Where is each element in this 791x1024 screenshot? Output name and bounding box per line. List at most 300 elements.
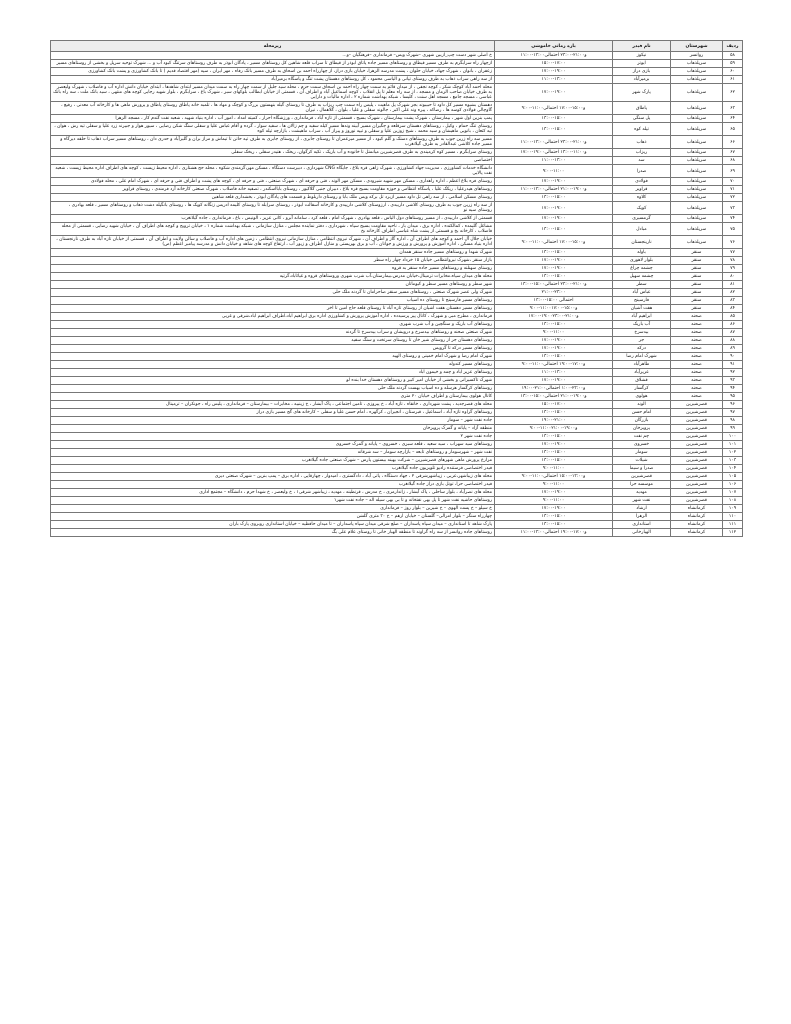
time-range-cell: ۱۳:۰۰-۱۵:۰۰ xyxy=(495,321,613,329)
feeder-cell: کویک xyxy=(613,202,671,215)
row-number-cell: ۸۳ xyxy=(723,297,743,305)
feeder-cell: الوند xyxy=(613,401,671,409)
time-range-cell: ۱۷:۰۰-۱۹:۰۰ xyxy=(495,441,613,449)
area-cell: مسیر سه راه زرین جوب به طرف روستاهای دستک و گلم کبود ، از مسیر میرعمران تا روستای جابری ، از روستای جابری به طرف تپه حاتن تا تیماش و مراز بران و گلیرآباد و حدری دان ، روستاهای مسیر سراب ذهاب تا حلقه دیرگاه و مسیر جاده کلاشی عبدالقادر به طرف گیلانغرب xyxy=(51,136,495,149)
time-range-cell: ۱۵:۰۰-۱۷:۰۰ xyxy=(495,60,613,68)
city-cell: سرپلذهاب xyxy=(671,194,723,202)
area-cell: فیدر اختصاصی فرستنده رادیو تلویزیون جاده گیلانغرب xyxy=(51,465,495,473)
time-range-cell: ۹:۰۰-۱۱:۰۰ xyxy=(495,329,613,337)
feeder-cell: کرگسار xyxy=(613,385,671,393)
city-cell: صحنه xyxy=(671,393,723,401)
feeder-cell: فارسینج xyxy=(613,297,671,305)
area-cell: محله های نصرآباد ، بلوار ساحلی ، پاک آبشار ، زاندارمری ، خ مدرس ، قرنطینه ، مهدیه ، زیباشهر شرقی۱ ، خ ولیعصر ، خ شهدا حرم ، دانشگاه – مجتمع اداری xyxy=(51,489,495,497)
row-number-cell: ۹۰ xyxy=(723,353,743,361)
time-range-cell: ۱۷:۰۰-۱۹:۰۰ xyxy=(495,68,613,76)
city-cell: صحنه xyxy=(671,377,723,385)
row-number-cell: ۸۴ xyxy=(723,305,743,313)
feeder-cell: خسروی xyxy=(613,441,671,449)
row-number-cell: ۶۵ xyxy=(723,123,743,136)
table-row xyxy=(51,149,743,157)
feeder-cell: سد xyxy=(613,157,671,165)
table-row xyxy=(51,529,743,537)
time-range-cell: ۱۳:۰۰-۱۵:۰۰ xyxy=(495,409,613,417)
table-row xyxy=(51,481,743,489)
area-cell: خ اصلی شهر دست چپ_ازبین شهری –شهرک ویس– فرمانداری –فرهنگیان –و... xyxy=(51,52,495,60)
city-cell: سنقر xyxy=(671,305,723,313)
city-cell: صحنه xyxy=(671,353,723,361)
feeder-cell: ارشاد xyxy=(613,505,671,513)
area-cell: شهرک صنعتی صحنه و روستاهای بیدسرخ و درویشان و سراب بیدسرخ تا گردنه xyxy=(51,329,495,337)
feeder-cell: گرمسیری xyxy=(613,215,671,223)
table-row xyxy=(51,497,743,505)
city-cell: قصرشیرین xyxy=(671,401,723,409)
feeder-cell: الهیارخانی xyxy=(613,529,671,537)
table-row xyxy=(51,297,743,305)
city-cell: سرپلذهاب xyxy=(671,236,723,249)
outage-schedule-table xyxy=(50,40,743,537)
row-number-cell: ۶۹ xyxy=(723,165,743,178)
area-cell: شهرک تاکسیرانی و بخشی از خیابان امیر کبیر و روستاهای دهستان خدا بنده لو xyxy=(51,377,495,385)
document-page xyxy=(50,40,742,537)
feeder-cell: قصرشیرین xyxy=(613,473,671,481)
table-row xyxy=(51,473,743,481)
time-range-cell: ۹:۰۰-۱۱:۰۰و۱۵:۰۰-۱۷:۰۰ احتمالی xyxy=(495,236,613,249)
time-range-cell: ۹:۰۰-۱۱:۰۰ xyxy=(495,481,613,489)
table-row xyxy=(51,215,743,223)
area-cell: روستای تنگ حمام ، وکیل ، روستاهای دهستان سرقلعه و جگیران مسیر آبینه وندها مسیر کیله سفید و چم زالان ها ، سفید سوار ، گرده و آقام عباس علیا و سفلی سنگ شکن رضایی ، سیور هوار و جبیرند زرد علیا و سفلی تیه رش ، هوان ، تیه کتعان ، بانویی ماهیشان و سید محمد ، شیخ زوزین علیا و سفلی و تیپه نوروز و پیراز آب ، سراب ماهیشت ، بازارچه تپله کوه xyxy=(51,123,495,136)
table-row xyxy=(51,401,743,409)
table-row xyxy=(51,441,743,449)
area-cell: روستاهای کرگسار هرسله و ده اسیاب بهست گردنه ملک حلی xyxy=(51,385,495,393)
row-number-cell: ۹۴ xyxy=(723,385,743,393)
table-row xyxy=(51,289,743,297)
feeder-cell: هولوی xyxy=(613,393,671,401)
feeder-cell: پرویزخان xyxy=(613,425,671,433)
city-cell: قصرشیرین xyxy=(671,481,723,489)
row-number-cell: ۹۸ xyxy=(723,417,743,425)
feeder-cell: ابراهیم آباد xyxy=(613,313,671,321)
time-range-cell: ۱۷:۰۰-۱۹:۰۰ xyxy=(495,345,613,353)
table-row xyxy=(51,417,743,425)
table-row xyxy=(51,102,743,115)
area-cell: بازار سنقر ،شهرک نیروانتظامی خیابان ۱۵ خرداد چهار راه سطر xyxy=(51,257,495,265)
table-row xyxy=(51,449,743,457)
feeder-cell: تپله کوه xyxy=(613,123,671,136)
table-row xyxy=(51,202,743,215)
city-cell: سرپلذهاب xyxy=(671,60,723,68)
city-cell: صحنه xyxy=(671,361,723,369)
table-row xyxy=(51,337,743,345)
row-number-cell: ۱۰۳ xyxy=(723,457,743,465)
row-number-cell: ۷۰ xyxy=(723,178,743,186)
time-range-cell: ۱۹:۰۰-۲۱:۰۰و۲۳:۰۰-۱:۰۰ احتمالی xyxy=(495,385,613,393)
row-number-cell: ۸۱ xyxy=(723,281,743,289)
row-number-cell: ۷۷ xyxy=(723,249,743,257)
row-number-cell: ۱۰۷ xyxy=(723,489,743,497)
time-range-cell: ۱۳:۰۰-۱۵:۰۰ احتمالی xyxy=(495,297,613,305)
time-range-cell: ۹:۰۰-۱۱:۰۰و۱۳:۰۰-۱۵:۰۰ احتمالی xyxy=(495,473,613,481)
area-cell: روستاهای حاشیه نفت شهر تا پل بهی نفتخانه و تا بی بهی سیله اله – جاده نفت شهر۱ xyxy=(51,497,495,505)
city-cell: قصرشیرین xyxy=(671,489,723,497)
feeder-cell: طاهرآباد xyxy=(613,361,671,369)
row-number-cell: ۸۲ xyxy=(723,289,743,297)
time-range-cell: ۱۵:۰۰-۱۷:۰۰ xyxy=(495,401,613,409)
row-number-cell: ۱۱۰ xyxy=(723,513,743,521)
time-range-cell: ۱۱:۰۰-۱۳:۰۰ xyxy=(495,157,613,165)
time-range-cell: ۱۷:۰۰-۱۹:۰۰ xyxy=(495,215,613,223)
table-row xyxy=(51,329,743,337)
row-number-cell: ۶۳ xyxy=(723,102,743,115)
feeder-cell: استانداری xyxy=(613,521,671,529)
table-row xyxy=(51,157,743,165)
area-cell: دهستان بشیوه مسیر کل داود تا حبیبوند بجز شهرک پل ماهیت ، پلیس راه سمت چپ ریژاب به طرف تا روستای گیله بنهستون بزرگ و کوچک و مهاد ها ، تلمبه خانه پاطاق روستای پاطاق و پرورش ماهی ها و کارخانه آب معدنی ، رفیع ، گاوچالی قولادی کوسه ها ، رضاکه ، پیره وند علی اکبر ، جالوند سفلی و علیا ، بلوان ، گلاهمال ، نیران xyxy=(51,102,495,115)
table-row xyxy=(51,377,743,385)
row-number-cell: ۶۴ xyxy=(723,115,743,123)
time-range-cell: ۱۷:۰۰-۱۹:۰۰ xyxy=(495,377,613,385)
table-row xyxy=(51,68,743,76)
area-cell: روستاهای مسیر دهستان هفت اشیان از روستای تازه آباد تا روستای قلعه حاج امین تا اخر xyxy=(51,305,495,313)
row-number-cell: ۸۰ xyxy=(723,273,743,281)
row-number-cell: ۸۵ xyxy=(723,313,743,321)
feeder-cell: صدرا و سیما xyxy=(613,465,671,473)
table-row xyxy=(51,425,743,433)
time-range-cell: ۱۳:۰۰-۱۵:۰۰ xyxy=(495,433,613,441)
area-cell: مشاغل گلیمده ، کمالکنده ، اداره برق ، میدان بار ، ناحیه مقاومت بسیج سپاه ، شهرداری ، دفتر نماینده مجلس ، منازل سازمانی ، شبکه بهداشت شماره ۱ ، خیابان ترویج و کوچه های اطراف آن ، خیابان شهید رضایی ، قسمتی از محله فاضلاب ، کارخانه بخ و قسمتی از پشت شاه عباسی اطراف کارخانه بخ xyxy=(51,223,495,236)
feeder-cell: بازرگان xyxy=(613,417,671,425)
row-number-cell: ۹۵ xyxy=(723,393,743,401)
feeder-cell: عزیزآباد xyxy=(613,369,671,377)
city-cell: سنقر xyxy=(671,297,723,305)
area-cell: محله های قصرجدید ، پشت شهرداری ، خانقاه ، تازه آباد ، خ پیروزی ، تامین اجتماعی ، پاک آبشار ، خ زینبیه ، مخابرات – بیمارستان – فرمانداری ، پلیس راه ، جونکران – ترمینال xyxy=(51,401,495,409)
row-number-cell: ۸۹ xyxy=(723,345,743,353)
row-number-cell: ۷۲ xyxy=(723,194,743,202)
table-row xyxy=(51,84,743,102)
row-number-cell: ۷۵ xyxy=(723,223,743,236)
area-cell: روستاهای هیدرعلیا ، ریکک علیا ، پاسگاه انتظامی و حوزه مقاومت بسیج قره بلاغ ، دبیران جنبی گلاکیور ، روستای بابااسکندر ، تصفیه خانه فاضلاب ، شهرک صنعتی کارخانه آرد فرمندی ، روستای قراویز xyxy=(51,186,495,194)
row-number-cell: ۱۰۲ xyxy=(723,449,743,457)
table-row xyxy=(51,186,743,194)
area-cell: محله های زیباشهر،عربی ، زیباشهرشرقی ۲ ، جهاد دستگاه ، پاتی آباد ، دادگستری ، امیدوار ، چهارقاپی ، اداره برق – پمپ بنزین – شهرک صنعتی دیزی xyxy=(51,473,495,481)
table-row xyxy=(51,305,743,313)
table-row xyxy=(51,223,743,236)
area-cell: خیابان جلال آل احمد و کوچه های اطراف آن ، اداره گاز و اطراف آن ، شهرک نیروی انتظامی ، منازل سازمانی نیروی انتظامی ، زمین های اداره آب و فاضلاب و سالن ولایت و اطراف آن ، قسمتی از خیابان تازه آباد به طرف نارنجستان ، اداره بنیاد مسکن ، اداره آموزش و پرورش و ورزش و جوانان ، آب و برق بهزیستی و منازل اطراف و زیور آب ، ارتفاع کوچه های شاهد و خیابان دانش و مدرسه پیامبر اعظم (ص) xyxy=(51,236,495,249)
area-cell: از سه راه زرین جوب به طرف روستای کلاشی داربیدی ، ارزوستای کلاشی دارپیدی و کارخانه آسفالت ابوذر ، روستای سرابله تا روستای کلیمه ادریس زنگانه کوپک ها ، روستای بانگپله دشت ذهاب و روستاهای مسیر ، قلعه بهادری ، روستای سیه نو xyxy=(51,202,495,215)
city-cell: صحنه xyxy=(671,313,723,321)
row-number-cell: ۱۰۹ xyxy=(723,505,743,513)
row-number-cell: ۱۱۱ xyxy=(723,521,743,529)
time-range-cell: ۱۳:۰۰-۱۵:۰۰ xyxy=(495,457,613,465)
time-range-cell: ۲۱:۰۰-۲۳:۰۰ xyxy=(495,289,613,297)
table-row xyxy=(51,313,743,321)
row-number-cell: ۱۰۶ xyxy=(723,481,743,489)
city-cell: کرمانشاه xyxy=(671,521,723,529)
city-cell: سرپلذهاب xyxy=(671,136,723,149)
row-number-cell: ۱۰۰ xyxy=(723,433,743,441)
feeder-cell: عباس آباد xyxy=(613,289,671,297)
feeder-cell: قراویز xyxy=(613,186,671,194)
feeder-cell: پاطاق xyxy=(613,102,671,115)
header-area: زیرمحله xyxy=(51,41,495,52)
time-range-cell: ۹:۰۰-۱۱:۰۰و۱۷:۰۰-۱۹:۰۰ احتمالی xyxy=(495,361,613,369)
feeder-cell: درکه xyxy=(613,345,671,353)
row-number-cell: ۱۱۲ xyxy=(723,529,743,537)
table-row xyxy=(51,489,743,497)
feeder-cell: نیکوز xyxy=(613,52,671,60)
area-cell: روستاهای عزیز اباد و چمه و خیمون اباد xyxy=(51,369,495,377)
area-cell: چهارراه سنگر – بلوار امرالی– گلستان – خیابان ارهم – خ ۳۰ متری گلشن xyxy=(51,513,495,521)
time-range-cell: ۱۳:۰۰-۱۵:۰۰ xyxy=(495,115,613,123)
feeder-cell: الزهرا xyxy=(613,513,671,521)
time-range-cell: ۱۷:۰۰-۱۹:۰۰ xyxy=(495,489,613,497)
table-row xyxy=(51,345,743,353)
feeder-cell: بازی دراز xyxy=(613,68,671,76)
time-range-cell: ۹:۰۰-۱۱:۰۰ xyxy=(495,465,613,473)
feeder-cell: صدرا xyxy=(613,165,671,178)
row-number-cell: ۶۱ xyxy=(723,76,743,84)
feeder-cell: مبادل xyxy=(613,223,671,236)
time-range-cell: ۱۷:۰۰-۱۹:۰۰ xyxy=(495,265,613,273)
time-range-cell: ۱۱:۰۰-۱۳:۰۰و۱۷:۰۰-۱۹:۰۰ احتمالی xyxy=(495,529,613,537)
table-row xyxy=(51,353,743,361)
city-cell: قصرشیرین xyxy=(671,409,723,417)
feeder-cell: پل سنگی xyxy=(613,115,671,123)
time-range-cell: ۱۷:۰۰-۱۹:۰۰ xyxy=(495,178,613,186)
table-row xyxy=(51,321,743,329)
area-cell: پمپ بنزین اول شهر ، بیمارستان ، شهرک پشت بیمارستان ، شهرک بسیج ، قسمتی از تازه آباد ، فرمانداری ، ورزشگاه احرار ، کمیته امداد ، امور آب ، اداره بنیاد شهید ، شعبه نفت گندم کار ، مسجد الزهرا xyxy=(51,115,495,123)
city-cell: سنقر xyxy=(671,257,723,265)
city-cell: سرپلذهاب xyxy=(671,186,723,194)
area-cell: محله احمد آباد کوچک شکر ، کوچه نجفی ، از میدان قائم به سمت چهار راه احمد بن اسحاق سمت حرم ، محله سید جلیل از سمت چهار راه به سمت میدان مسیر ابتدای شاهدها ، ابتدای خیابان دانش اداره آب و فاضلاب ، شهرک ولیعصر به طرف خیابان صاحب الزمان و مسجد ، از سه راه معلم تا پل انقلاب ، کوچه اسماعیل آباد و اطراف آن ، قسمتی از خیابان ابطالب بلوکهای سبز ، شهرک باغ ، سرابگرم ، بلوار شهید رجایی کوچه های منتهی ، سید بانک ملت ، سه راه بانک عباسی ، مسجد جامع ، مسجد اهل سنت ، کلیسا ، شبکه بهداشت شماره ۲ ، اداره مالیات و دارایی xyxy=(51,84,495,102)
area-cell: روستای سهنلنه و روستاهای مسیر جاده سنقر به قروه xyxy=(51,265,495,273)
area-cell: روستاهای گراوه تازه آباد ، اسماعیل ، قبرستان ، انجیران ، کرگهره ، امام حسن علیا و سفلی – کارخانه های گچ مسیر بازی دراز xyxy=(51,409,495,417)
row-number-cell: ۵۸ xyxy=(723,52,743,60)
area-cell: روستاهای دهستان جر از روستای شیر خان تا روستای سرتخت و سنگ سفید xyxy=(51,337,495,345)
time-range-cell: ۱۳:۰۰-۱۵:۰۰ xyxy=(495,123,613,136)
feeder-cell: بلوار لاهوری xyxy=(613,257,671,265)
feeder-cell: نفت شهر xyxy=(613,497,671,505)
header-time-range: بازه زمانی خاموشی xyxy=(495,41,613,52)
row-number-cell: ۷۹ xyxy=(723,265,743,273)
header-feeder: نام فیدر xyxy=(613,41,671,52)
time-range-cell: ۱۷:۰۰-۱۹:۰۰ xyxy=(495,84,613,102)
feeder-cell: باوله xyxy=(613,249,671,257)
table-row xyxy=(51,136,743,149)
area-cell: زعفران ، بانوان ، شهرک جهاد، خیابان حلوان ، پشت مدرسه الزهرا، خیابان بازی دراز، از چهارراه احمد بن اسحاق به طرف مسیر بانک رفاه ، مهر ایران ، سپه (مهر اقتصاد قدیم ) تا بانک کشاورزی و پشت بانک کشاورزی xyxy=(51,68,495,76)
city-cell: صحنه xyxy=(671,337,723,345)
table-row xyxy=(51,236,743,249)
row-number-cell: ۷۶ xyxy=(723,236,743,249)
city-cell: قصرشیرین xyxy=(671,465,723,473)
feeder-cell: بزمیرآباد xyxy=(613,76,671,84)
row-number-cell: ۶۲ xyxy=(723,84,743,102)
table-row xyxy=(51,433,743,441)
table-row xyxy=(51,369,743,377)
city-cell: قصرشیرین xyxy=(671,449,723,457)
row-number-cell: ۸۸ xyxy=(723,337,743,345)
table-row xyxy=(51,76,743,84)
time-range-cell: ۱۳:۰۰-۱۵:۰۰ xyxy=(495,513,613,521)
feeder-cell: چم نفت xyxy=(613,433,671,441)
area-cell: خ سیلو – خ پست الهوی – خ شیرین – بلوار روز – فرمانداری xyxy=(51,505,495,513)
feeder-cell: شهرک امام رضا xyxy=(613,353,671,361)
feeder-cell: موسسه حرا xyxy=(613,481,671,489)
feeder-cell: ذهاب xyxy=(613,136,671,149)
feeder-cell: سومار xyxy=(613,449,671,457)
time-range-cell: ۱۳:۰۰-۱۵:۰۰و۲۱:۰۰-۲۳:۰۰ احتمالی xyxy=(495,281,613,289)
row-number-cell: ۵۹ xyxy=(723,60,743,68)
table-row xyxy=(51,465,743,473)
area-cell: شهر سطر و روستاهای مسیر سطر و کیوماتان xyxy=(51,281,495,289)
city-cell: سنقر xyxy=(671,249,723,257)
table-row xyxy=(51,513,743,521)
time-range-cell: ۱۱:۰۰-۱۳:۰۰و۲۱:۰۰-۲۳:۰۰ احتمالی xyxy=(495,136,613,149)
area-cell: فرمانداری ، مطرح مبی و شهرک ، کانال پیر پرسیدده ، اداره آموزش پرورش و کشاورزی اداره برق ابراهیم اباد،اطراف ابراهیم اباد،شرقی و غربی xyxy=(51,313,495,321)
city-cell: سرپلذهاب xyxy=(671,202,723,215)
feeder-cell: آب باریک xyxy=(613,321,671,329)
time-range-cell: ۱۷:۰۰-۱۹:۰۰ xyxy=(495,202,613,215)
city-cell: سنقر xyxy=(671,265,723,273)
city-cell: صحنه xyxy=(671,345,723,353)
feeder-cell: چشمه چراغ xyxy=(613,265,671,273)
city-cell: سرپلذهاب xyxy=(671,178,723,186)
feeder-cell: چشمه سهیل xyxy=(613,273,671,281)
feeder-cell: قشلاق xyxy=(613,377,671,385)
time-range-cell: ۱۳:۰۰-۱۵:۰۰ xyxy=(495,521,613,529)
city-cell: سرپلذهاب xyxy=(671,165,723,178)
area-cell: منطقه آزاد – پایانه و گمرک پرویزخان xyxy=(51,425,495,433)
area-cell: شهرک شهدا و روستاهای مسیر جاده سنقر همدان xyxy=(51,249,495,257)
feeder-cell: پارک شهر xyxy=(613,84,671,102)
row-number-cell: ۱۰۵ xyxy=(723,473,743,481)
area-cell: نفت شهر – شهرسومار و روستاهای تابعه – بازارچه سومار – سد شرقانه xyxy=(51,449,495,457)
row-number-cell: ۹۳ xyxy=(723,377,743,385)
table-row xyxy=(51,249,743,257)
row-number-cell: ۶۷ xyxy=(723,149,743,157)
table-row xyxy=(51,385,743,393)
area-cell: روستاهای جاده روانسر از سه راه گراوند تا منطقه الهیار خانی تا روستای علام علی بگ xyxy=(51,529,495,537)
row-number-cell: ۹۱ xyxy=(723,361,743,369)
city-cell: سرپلذهاب xyxy=(671,123,723,136)
city-cell: کرمانشاه xyxy=(671,513,723,521)
time-range-cell: ۱۷:۰۰-۱۹:۰۰ xyxy=(495,257,613,265)
time-range-cell: ۱۳:۰۰-۱۵:۰۰و۱۹:۰۰-۲۱:۰۰ احتمالی xyxy=(495,393,613,401)
time-range-cell: ۹:۰۰-۱۱:۰۰ xyxy=(495,497,613,505)
area-cell: فیدر اختصاصی حرا، تونل بازی دراز جاده گیلانغرب xyxy=(51,481,495,489)
area-cell: جاده نفت شهر ۲ xyxy=(51,433,495,441)
city-cell: کرمانشاه xyxy=(671,529,723,537)
table-row xyxy=(51,257,743,265)
time-range-cell: ۱۳:۰۰-۱۵:۰۰ xyxy=(495,449,613,457)
row-number-cell: ۹۹ xyxy=(723,425,743,433)
table-row xyxy=(51,505,743,513)
area-cell: روستاهای مسیر کندوله xyxy=(51,361,495,369)
city-cell: قصرشیرین xyxy=(671,497,723,505)
header-row-number: ردیف xyxy=(723,41,743,52)
header-city: شهرستان xyxy=(671,41,723,52)
time-range-cell: ۹:۰۰-۱۱:۰۰و۱۵:۰۰-۱۷:۰۰ احتمالی xyxy=(495,102,613,115)
table-row xyxy=(51,361,743,369)
row-number-cell: ۸۶ xyxy=(723,321,743,329)
row-number-cell: ۶۸ xyxy=(723,157,743,165)
city-cell: صحنه xyxy=(671,369,723,377)
city-cell: صحنه xyxy=(671,385,723,393)
time-range-cell: ۱۹:۰۰-۲۱:۰۰ xyxy=(495,417,613,425)
row-number-cell: ۷۴ xyxy=(723,215,743,223)
time-range-cell: ۱۳:۰۰-۱۵:۰۰ xyxy=(495,194,613,202)
row-number-cell: ۹۲ xyxy=(723,369,743,377)
row-number-cell: ۹۷ xyxy=(723,409,743,417)
table-row xyxy=(51,393,743,401)
table-row xyxy=(51,178,743,186)
feeder-cell: ایوتر xyxy=(613,60,671,68)
area-cell: مزارع پرورش ماهی شهرهای قصرشیرین – شرکت بهینه بیستون پارس – شهرک صنعتی جاده گیلانغرب xyxy=(51,457,495,465)
area-cell: از سه راهی سراب ذهاب به طرف روستای تپانی و الیاسی محمود ، کل روستاهای دهستان پشت تنگ و پاسگاه بزمیرآباد xyxy=(51,76,495,84)
table-row xyxy=(51,409,743,417)
row-number-cell: ۷۸ xyxy=(723,257,743,265)
city-cell: سرپلذهاب xyxy=(671,84,723,102)
city-cell: سرپلذهاب xyxy=(671,149,723,157)
row-number-cell: ۷۳ xyxy=(723,202,743,215)
time-range-cell: ۱۳:۰۰-۱۵:۰۰ xyxy=(495,353,613,361)
area-cell: دانشگاه خدمات کشاورزی ، مدیریت جهاد کشاورزی ، شهرک زاهی قره بلاغ ، جایگاه CNG شهرداری ، دبیرست دستگاه ، مسکن مهر،گرمندی شکوه ، محله حج هشتاری ، اداره محیط زیست ، کوچه های اطراف اداره محیط زیست ، شعبه نفت پالایی xyxy=(51,165,495,178)
time-range-cell: ۱۱:۰۰-۱۳:۰۰و۲۱:۰۰-۲۳:۰۰ احتمالی xyxy=(495,52,613,60)
time-range-cell: ۱۳:۰۰-۱۵:۰۰ xyxy=(495,273,613,281)
table-row xyxy=(51,165,743,178)
time-range-cell: ۱۱:۰۰-۱۳:۰۰ xyxy=(495,369,613,377)
area-cell: قسمتی از کلاشی داربیدی ، از مسیر روستاهای دول الیاس ، قلعه بهادری ، شهرک امام ، قلعه کرد ، سامانه آبرو ، کانی عزیز ، الونیس ، باغ ، فرمانداری ، جاده گیلانغرب xyxy=(51,215,495,223)
row-number-cell: ۹۶ xyxy=(723,401,743,409)
area-cell: شهرک ولی عصر شهرک صنعتی ، روستاهای مسیر سنقر صاحرامان تا گردنه ملک حلی xyxy=(51,289,495,297)
feeder-cell: هفت آشیان xyxy=(613,305,671,313)
city-cell: قصرشیرین xyxy=(671,417,723,425)
row-number-cell: ۱۰۴ xyxy=(723,465,743,473)
feeder-cell: نارینجستان xyxy=(613,236,671,249)
row-number-cell: ۱۰۱ xyxy=(723,441,743,449)
city-cell: سرپلذهاب xyxy=(671,76,723,84)
time-range-cell: ۹:۰۰-۱۱:۰۰و۱۹:۰۰-۲۱:۰۰ xyxy=(495,425,613,433)
area-cell: روستای فره بلاغ اعظم ، اداره راهداری ، مسکن مهر شهید شیرودی ، مسکن مهر الوند ، فنی و حرفه ای ، شهرک صنعتی ، فنی و حرفه ای ، کوچه های پشت و اطراف فنی و حرفه ای ، شهرک امام علی ، محله فولادی xyxy=(51,178,495,186)
city-cell: سنقر xyxy=(671,281,723,289)
feeder-cell: جر xyxy=(613,337,671,345)
area-cell: پارک شاهد تا استانداری – میدان سپاه پاسداران – ضلع شرقی میدان سپاه پاسداران – تا میدان حافظیه – خیابان استانداری روبروی پارک باران xyxy=(51,521,495,529)
time-range-cell: ۱۱:۰۰-۱۳:۰۰و۱۹:۰۰-۲۱:۰۰ احتمالی xyxy=(495,186,613,194)
time-range-cell: ۱۷:۰۰-۱۹:۰۰ xyxy=(495,337,613,345)
area-cell: ازچهار راه سرابگرم به طرف مسیر قیطاق و روستاهای مسیر جاده پاتاق ابوذر از قیطاق تا سراب قلعه شاهین کل روستاهای مسیر ، پادگان ابوذر به طرف روستاهای سرتنگ کبود آب و ... شهرک توحید سرپل و بخشی از روستاهای مسیر xyxy=(51,60,495,68)
time-range-cell: ۹:۰۰-۱۱:۰۰و۱۵:۰۰-۱۷:۰۰ xyxy=(495,305,613,313)
time-range-cell: ۱۱:۰۰-۱۳:۰۰ xyxy=(495,76,613,84)
table-row xyxy=(51,273,743,281)
row-number-cell: ۶۰ xyxy=(723,68,743,76)
area-cell: روستاهای مسیر درکه تا گرویس xyxy=(51,345,495,353)
time-range-cell: ۱۷:۰۰-۱۹:۰۰و۱۱:۰۰-۱۳:۰۰ احتمالی xyxy=(495,149,613,157)
city-cell: قصرشیرین xyxy=(671,457,723,465)
time-range-cell: ۱۷:۰۰-۱۹:۰۰ xyxy=(495,505,613,513)
city-cell: قصرشیرین xyxy=(671,425,723,433)
city-cell: سرپلذهاب xyxy=(671,115,723,123)
city-cell: روانسر xyxy=(671,52,723,60)
feeder-cell: امام حسن xyxy=(613,409,671,417)
table-row xyxy=(51,115,743,123)
time-range-cell: ۹:۰۰-۱۱:۰۰ xyxy=(495,165,613,178)
time-range-cell: ۱۳:۰۰-۱۵:۰۰ xyxy=(495,223,613,236)
city-cell: سنقر xyxy=(671,289,723,297)
table-row xyxy=(51,60,743,68)
table-row xyxy=(51,457,743,465)
area-cell: روستاهای آب باریک و سنگچین و آب شرب شهری xyxy=(51,321,495,329)
table-header-row xyxy=(51,41,743,52)
row-number-cell: ۱۰۸ xyxy=(723,497,743,505)
feeder-cell: فولادی xyxy=(613,178,671,186)
